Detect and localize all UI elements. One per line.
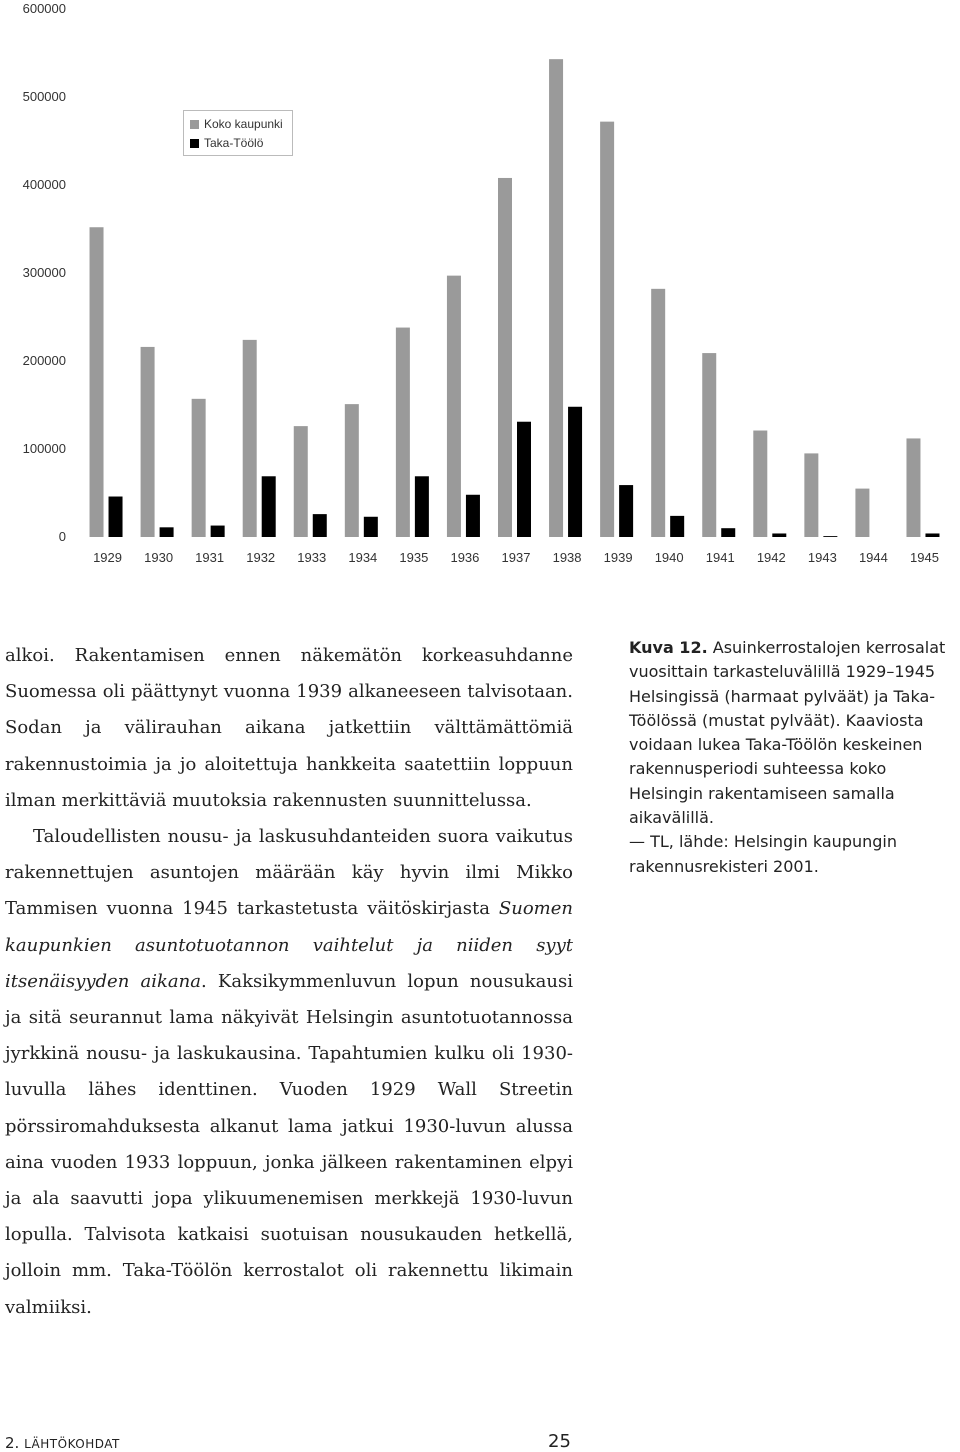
bar-koko-kaupunki bbox=[906, 438, 920, 537]
x-tick-label: 1943 bbox=[807, 550, 837, 565]
y-tick-label: 300000 bbox=[22, 265, 66, 280]
bar-koko-kaupunki bbox=[396, 328, 410, 537]
bar-taka-toolo bbox=[466, 495, 480, 537]
x-axis-ticks bbox=[93, 550, 939, 565]
legend-item-koko-kaupunki bbox=[190, 116, 283, 132]
bar-chart bbox=[0, 0, 960, 580]
bar-taka-toolo bbox=[517, 422, 531, 537]
caption-label: Kuva 12. bbox=[629, 638, 708, 657]
legend-swatch-black bbox=[190, 139, 199, 148]
chapter-name: LÄHTÖKOHDAT bbox=[24, 1437, 120, 1451]
x-tick-label: 1933 bbox=[297, 550, 327, 565]
legend-item-taka-toolo bbox=[190, 135, 263, 151]
bar-koko-kaupunki bbox=[702, 353, 716, 537]
page-number: 25 bbox=[548, 1431, 571, 1452]
caption-text: Asuinkerrostalojen kerrosalat vuosittain tarkasteluvälillä 1929–1945 Helsingissä (harmaat pylväät) ja Taka-Töölössä (mustat pylväät). Kaaviosta voidaan lukea Taka-Töölön keskeinen rakennusperiodi suhteessa koko Helsingin rakentamiseen samalla aikavälillä. bbox=[629, 638, 946, 828]
caption-source: — TL, lähde: Helsingin kaupungin rakennusrekisteri 2001. bbox=[629, 832, 897, 876]
figure-caption bbox=[629, 636, 959, 879]
x-tick-label: 1935 bbox=[399, 550, 429, 565]
x-tick-label: 1932 bbox=[246, 550, 276, 565]
x-tick-label: 1936 bbox=[450, 550, 480, 565]
x-tick-label: 1929 bbox=[93, 550, 122, 565]
bar-taka-toolo bbox=[721, 528, 735, 537]
bar-koko-kaupunki bbox=[651, 289, 665, 537]
y-tick-label: 100000 bbox=[22, 441, 66, 456]
bar-koko-kaupunki bbox=[294, 426, 308, 537]
x-tick-label: 1937 bbox=[501, 550, 531, 565]
x-tick-label: 1930 bbox=[144, 550, 174, 565]
paragraph-2-text-a: Taloudellisten nousu- ja laskusuhdanteiden suora vaikutus rakennettujen asuntojen määrään käy hyvin ilmi Mikko Tammisen vuonna 1945 tarkastetusta väitöskirjasta bbox=[5, 826, 573, 920]
paragraph-2-text-b: . Kaksikymmenluvun lopun nousukausi ja sitä seurannut lama näkyivät Helsingin asuntotuotannossa jyrkkinä nousu- ja laskukausina. Tapahtumien kulku oli 1930-luvulla lähes identtinen. Vuoden 1929 Wall Streetin pörssiromahduksesta alkanut lama jatkui 1930-luvun alussa aina vuoden 1933 loppuun, jonka jälkeen rakentaminen elpyi ja ala saavutti jopa ylikuumenemisen merkkejä 1930-luvun lopulla. Talvisota katkaisi suotuisan nousukauden hetkellä, jolloin mm. Taka-Töölön kerrostalot oli rakennettu likimain valmiiksi. bbox=[5, 970, 573, 1318]
legend-label: Taka-Töölö bbox=[204, 136, 264, 150]
bar-taka-toolo bbox=[925, 533, 939, 537]
bar-taka-toolo bbox=[670, 516, 684, 537]
bar-taka-toolo bbox=[313, 514, 327, 537]
bar-taka-toolo bbox=[772, 533, 786, 537]
y-tick-label: 500000 bbox=[22, 89, 66, 104]
y-tick-label: 400000 bbox=[22, 177, 66, 192]
x-tick-label: 1941 bbox=[705, 550, 735, 565]
bar-koko-kaupunki bbox=[600, 122, 614, 537]
x-tick-label: 1938 bbox=[552, 550, 582, 565]
chart-legend bbox=[183, 110, 293, 156]
body-text bbox=[5, 638, 573, 1326]
paragraph-1: alkoi. Rakentamisen ennen näkemätön korkeasuhdanne Suomessa oli päättynyt vuonna 1939 alkaneeseen talvisotaan. Sodan ja välirauhan aikana jatkettiin välttämättömiä rakennustoimia ja jo aloitettuja hankkeita saatettiin loppuun ilman merkittäviä muutoksia rakennusten suunnittelussa. bbox=[5, 645, 573, 811]
bar-koko-kaupunki bbox=[192, 399, 206, 537]
y-tick-label: 600000 bbox=[22, 1, 66, 16]
y-tick-label: 0 bbox=[58, 529, 66, 544]
bar-taka-toolo bbox=[619, 485, 633, 537]
legend-label: Koko kaupunki bbox=[204, 117, 283, 131]
x-tick-label: 1931 bbox=[195, 550, 225, 565]
bar-taka-toolo bbox=[262, 476, 276, 537]
chapter-number: 2. bbox=[5, 1434, 20, 1452]
y-tick-label: 200000 bbox=[22, 353, 66, 368]
bar-koko-kaupunki bbox=[753, 431, 767, 537]
bar-koko-kaupunki bbox=[549, 59, 563, 537]
bar-koko-kaupunki bbox=[804, 453, 818, 537]
bar-koko-kaupunki bbox=[90, 227, 104, 537]
x-tick-label: 1944 bbox=[858, 550, 888, 565]
x-tick-label: 1939 bbox=[603, 550, 633, 565]
bar-taka-toolo bbox=[211, 526, 225, 537]
bar-taka-toolo bbox=[823, 536, 837, 537]
paragraph-2 bbox=[5, 819, 573, 1326]
bar-koko-kaupunki bbox=[447, 276, 461, 537]
x-tick-label: 1934 bbox=[348, 550, 378, 565]
x-tick-label: 1945 bbox=[910, 550, 939, 565]
y-axis-ticks bbox=[23, 1, 66, 544]
thesis-title: Suomen kaupunkien asuntotuotannon vaihtelut ja niiden syyt itsenäisyyden aikana bbox=[5, 898, 573, 992]
bar-taka-toolo bbox=[415, 476, 429, 537]
bar-taka-toolo bbox=[568, 407, 582, 537]
bar-koko-kaupunki bbox=[345, 404, 359, 537]
bar-koko-kaupunki bbox=[141, 347, 155, 537]
x-tick-label: 1942 bbox=[756, 550, 786, 565]
x-tick-label: 1940 bbox=[654, 550, 684, 565]
bar-taka-toolo bbox=[160, 527, 174, 537]
footer-chapter bbox=[5, 1434, 120, 1452]
bar-koko-kaupunki bbox=[855, 489, 869, 537]
legend-swatch-gray bbox=[190, 120, 199, 129]
bar-taka-toolo bbox=[109, 497, 123, 537]
bar-koko-kaupunki bbox=[243, 340, 257, 537]
bar-taka-toolo bbox=[364, 517, 378, 537]
bar-koko-kaupunki bbox=[498, 178, 512, 537]
